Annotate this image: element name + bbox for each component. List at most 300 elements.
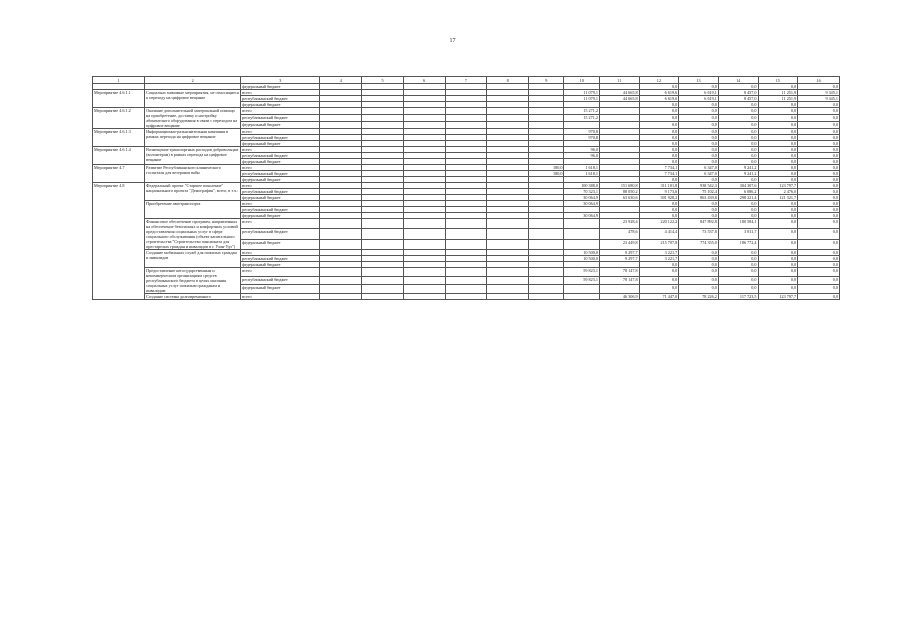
value-cell: 0,0 (679, 201, 719, 207)
value-cell: 847 892,8 (679, 219, 719, 229)
source-cell: федеральный бюджет (241, 84, 320, 90)
value-cell: 0,0 (798, 294, 840, 300)
value-cell (362, 239, 404, 249)
source-cell: всего (241, 129, 320, 135)
header-cell: 16 (798, 77, 840, 84)
value-cell: 938 542,3 (679, 183, 719, 189)
value-cell (403, 285, 445, 294)
value-cell (529, 108, 564, 115)
page-number: 17 (449, 38, 456, 44)
value-cell: 0,0 (639, 213, 679, 219)
value-cell: 0,0 (758, 250, 798, 256)
value-cell (320, 229, 362, 239)
source-cell: республиканский бюджет (241, 171, 320, 177)
value-cell (529, 229, 564, 239)
value-cell: 0,0 (798, 102, 840, 108)
value-cell: 59 823,1 (564, 276, 599, 285)
value-cell: 6 619,1 (679, 90, 719, 96)
value-cell: 0,0 (798, 219, 840, 229)
value-cell: 1 618,1 (564, 165, 599, 171)
value-cell: 0,0 (758, 153, 798, 159)
value-cell: 0,0 (718, 153, 758, 159)
value-cell (362, 122, 404, 129)
value-cell (529, 285, 564, 294)
source-cell: федеральный бюджет (241, 285, 320, 294)
value-cell: 0,0 (639, 135, 679, 141)
value-cell: 0,0 (758, 122, 798, 129)
source-cell: федеральный бюджет (241, 177, 320, 183)
value-cell (487, 115, 529, 122)
value-cell: 15 271,2 (564, 108, 599, 115)
value-cell: 0,0 (798, 239, 840, 249)
value-cell: 0,0 (798, 84, 840, 90)
value-cell (445, 115, 487, 122)
value-cell: 0,0 (718, 135, 758, 141)
value-cell: 0,0 (639, 177, 679, 183)
name-cell: Создание системы долговременного (145, 294, 241, 300)
value-cell: 30 064,9 (564, 201, 599, 207)
value-cell (445, 285, 487, 294)
value-cell: 0,0 (679, 102, 719, 108)
source-cell: всего (241, 294, 320, 300)
value-cell (487, 294, 529, 300)
value-cell: 863 439,8 (679, 195, 719, 201)
source-cell: федеральный бюджет (241, 122, 320, 129)
value-cell: 180,0 (529, 165, 564, 171)
value-cell: 0,0 (758, 219, 798, 229)
value-cell (320, 219, 362, 229)
value-cell: 70 323,1 (564, 189, 599, 195)
value-cell: 11 079,1 (564, 96, 599, 102)
source-cell: всего (241, 147, 320, 153)
value-cell: 0,0 (758, 135, 798, 141)
value-cell: 3 221,7 (639, 256, 679, 262)
value-cell: 0,0 (798, 177, 840, 183)
value-cell: 0,0 (639, 147, 679, 153)
value-cell (362, 285, 404, 294)
value-cell: 0,0 (718, 262, 758, 268)
value-cell: 0,0 (718, 177, 758, 183)
value-cell: 0,0 (639, 129, 679, 135)
value-cell (529, 268, 564, 277)
value-cell: 0,0 (639, 276, 679, 285)
value-cell (529, 122, 564, 129)
value-cell: 0,0 (639, 84, 679, 90)
value-cell: 0,0 (679, 115, 719, 122)
value-cell: 970,8 (564, 129, 599, 135)
value-cell (362, 108, 404, 115)
name-cell: Информационно-разъяснительная кампания в рамках перехода на цифровое вещание (145, 129, 241, 147)
value-cell: 0,0 (718, 129, 758, 135)
value-cell: 78 147,8 (599, 268, 639, 277)
value-cell (320, 122, 362, 129)
value-cell (403, 115, 445, 122)
header-cell: 14 (718, 77, 758, 84)
value-cell: 0,0 (798, 262, 840, 268)
header-cell: 6 (403, 77, 445, 84)
value-cell: 0,0 (679, 250, 719, 256)
value-cell: 0,0 (679, 285, 719, 294)
value-cell: 0,0 (798, 207, 840, 213)
value-cell: 88 050,2 (599, 189, 639, 195)
value-cell: 9 345,1 (798, 96, 840, 102)
value-cell: 6 347,0 (679, 171, 719, 177)
value-cell: 0,0 (639, 285, 679, 294)
value-cell: 11 079,1 (564, 90, 599, 96)
value-cell: 0,0 (758, 177, 798, 183)
value-cell (320, 239, 362, 249)
source-cell: федеральный бюджет (241, 195, 320, 201)
table-body (93, 84, 840, 300)
source-cell: республиканский бюджет (241, 207, 320, 213)
source-cell: республиканский бюджет (241, 256, 320, 262)
value-cell: 0,0 (798, 213, 840, 219)
value-cell: 2 476,0 (758, 189, 798, 195)
value-cell (445, 229, 487, 239)
value-cell (445, 268, 487, 277)
header-cell: 1 (93, 77, 145, 84)
value-cell (403, 294, 445, 300)
value-cell: 304 307,6 (718, 183, 758, 189)
value-cell (529, 115, 564, 122)
value-cell (403, 108, 445, 115)
value-cell: 0,0 (798, 229, 840, 239)
budget-table (92, 76, 840, 300)
value-cell: 0,0 (758, 115, 798, 122)
measure-cell: Мероприятие 4.6.1.2 (93, 108, 145, 129)
value-cell: 0,0 (639, 201, 679, 207)
value-cell (403, 268, 445, 277)
value-cell: 0,0 (758, 147, 798, 153)
value-cell: 0,0 (679, 108, 719, 115)
value-cell (403, 239, 445, 249)
value-cell: 3 811,7 (718, 229, 758, 239)
source-cell: республиканский бюджет (241, 189, 320, 195)
value-cell: 6 086,2 (718, 189, 758, 195)
value-cell (564, 219, 599, 229)
value-cell: 0,0 (758, 256, 798, 262)
value-cell: 0,0 (718, 276, 758, 285)
value-cell (445, 108, 487, 115)
value-cell: 0,0 (758, 129, 798, 135)
value-cell: 123 797,7 (758, 183, 798, 189)
measure-cell: Мероприятие 4.6.1.4 (93, 147, 145, 165)
header-cell: 11 (599, 77, 639, 84)
value-cell (564, 122, 599, 129)
value-cell: 151 680,8 (599, 183, 639, 189)
value-cell: 0,0 (798, 122, 840, 129)
value-cell (529, 276, 564, 285)
value-cell (362, 115, 404, 122)
value-cell: 0,0 (639, 115, 679, 122)
value-cell (564, 294, 599, 300)
header-cell: 12 (639, 77, 679, 84)
value-cell: 23 928,4 (599, 219, 639, 229)
header-cell: 3 (241, 77, 320, 84)
value-cell: 0,0 (639, 262, 679, 268)
measure-cell: Мероприятие 4.8 (93, 183, 145, 300)
value-cell (445, 122, 487, 129)
source-cell: республиканский бюджет (241, 276, 320, 285)
value-cell: 0,0 (679, 177, 719, 183)
value-cell (362, 294, 404, 300)
value-cell: 9 173,6 (639, 189, 679, 195)
value-cell: 0,0 (679, 129, 719, 135)
source-cell: федеральный бюджет (241, 102, 320, 108)
table-row (93, 108, 840, 115)
value-cell (320, 268, 362, 277)
value-cell: 0,0 (798, 129, 840, 135)
value-cell: 0,0 (679, 268, 719, 277)
source-cell: республиканский бюджет (241, 96, 320, 102)
value-cell: 123 797,7 (758, 294, 798, 300)
value-cell: 180,0 (529, 171, 564, 177)
header-cell: 5 (362, 77, 404, 84)
value-cell (403, 229, 445, 239)
value-cell: 0,0 (798, 147, 840, 153)
value-cell: 0,0 (798, 256, 840, 262)
value-cell (487, 219, 529, 229)
source-cell: федеральный бюджет (241, 262, 320, 268)
value-cell: 73 537,8 (679, 229, 719, 239)
source-cell: республиканский бюджет (241, 229, 320, 239)
header-cell: 8 (487, 77, 529, 84)
header-cell: 15 (758, 77, 798, 84)
value-cell: 0,0 (679, 262, 719, 268)
name-cell: Создание мобильных служб для пожилых граждан и инвалидов (145, 250, 241, 268)
value-cell: 4 414,4 (639, 229, 679, 239)
value-cell: 298 221,4 (718, 195, 758, 201)
value-cell: 0,0 (798, 153, 840, 159)
value-cell: 30 064,9 (564, 195, 599, 201)
value-cell: 0,0 (758, 262, 798, 268)
value-cell: 9 297,7 (599, 250, 639, 256)
source-cell: федеральный бюджет (241, 159, 320, 165)
value-cell: 0,0 (758, 141, 798, 147)
source-cell: республиканский бюджет (241, 135, 320, 141)
value-cell (445, 276, 487, 285)
value-cell: 0,0 (718, 159, 758, 165)
value-cell: 0,0 (639, 141, 679, 147)
value-cell: 311 101,8 (639, 183, 679, 189)
value-cell: 0,0 (798, 165, 840, 171)
value-cell (362, 268, 404, 277)
value-cell: 9 241,2 (718, 165, 758, 171)
value-cell: 0,0 (758, 171, 798, 177)
value-cell (487, 268, 529, 277)
value-cell: 0,0 (798, 108, 840, 115)
name-cell: Предоставление негосударственным и некоммерческим организациям средств республиканского бюджета в целях оказания социальных услуг пожилым гражданам и инвалидам (145, 268, 241, 294)
value-cell: 0,0 (798, 195, 840, 201)
value-cell: 0,0 (798, 159, 840, 165)
value-cell: 0,0 (758, 213, 798, 219)
value-cell (487, 122, 529, 129)
value-cell: 7 734,1 (639, 165, 679, 171)
value-cell (487, 108, 529, 115)
value-cell: 180 584,1 (718, 219, 758, 229)
header-cell: 2 (145, 77, 241, 84)
value-cell: 0,0 (758, 165, 798, 171)
value-cell: 0,0 (758, 108, 798, 115)
value-cell: 10 500,0 (564, 250, 599, 256)
value-cell (445, 239, 487, 249)
value-cell: 63 630,6 (599, 195, 639, 201)
value-cell: 774 355,0 (679, 239, 719, 249)
value-cell: 0,0 (718, 115, 758, 122)
value-cell: 0,0 (718, 268, 758, 277)
value-cell (403, 122, 445, 129)
value-cell: 30 064,9 (564, 213, 599, 219)
value-cell: 78 226,2 (679, 294, 719, 300)
value-cell: 0,0 (758, 201, 798, 207)
value-cell (599, 108, 639, 115)
value-cell: 0,0 (718, 122, 758, 129)
value-cell: 0,0 (718, 285, 758, 294)
value-cell: 220 122,2 (639, 219, 679, 229)
value-cell: 0,0 (798, 135, 840, 141)
header-cell: 10 (564, 77, 599, 84)
value-cell: 7 734,1 (639, 171, 679, 177)
header-cell: 7 (445, 77, 487, 84)
name-cell: Возмещение транспортных расходов добровольцам (волонтерам) в рамках перехода на цифровое вещание (145, 147, 241, 165)
value-cell (529, 294, 564, 300)
value-cell (599, 122, 639, 129)
value-cell: 6 619,1 (679, 96, 719, 102)
value-cell: 1 618,1 (564, 171, 599, 177)
source-cell: всего (241, 165, 320, 171)
header-cell: 13 (679, 77, 719, 84)
value-cell: 44 665,8 (599, 96, 639, 102)
value-cell: 0,0 (718, 256, 758, 262)
value-cell: 0,0 (679, 213, 719, 219)
value-cell: 100 388,0 (564, 183, 599, 189)
value-cell (403, 219, 445, 229)
name-cell: Развитие Республиканского клинического госпиталя для ветеранов войн (145, 165, 241, 183)
value-cell: 0,0 (718, 207, 758, 213)
value-cell: 0,0 (679, 207, 719, 213)
value-cell: 0,0 (679, 141, 719, 147)
source-cell: республиканский бюджет (241, 115, 320, 122)
value-cell: 0,0 (718, 213, 758, 219)
value-cell (564, 285, 599, 294)
value-cell (445, 294, 487, 300)
value-cell: 8 457,0 (718, 96, 758, 102)
value-cell: 0,0 (718, 141, 758, 147)
value-cell: 11 251,9 (758, 96, 798, 102)
header-cell: 4 (320, 77, 362, 84)
value-cell: 0,0 (718, 147, 758, 153)
value-cell: 0,0 (679, 147, 719, 153)
value-cell (487, 239, 529, 249)
value-cell: 0,0 (718, 108, 758, 115)
value-cell: 0,0 (798, 268, 840, 277)
source-cell: федеральный бюджет (241, 141, 320, 147)
value-cell: 9 297,7 (599, 256, 639, 262)
value-cell: 0,0 (798, 115, 840, 122)
value-cell (320, 108, 362, 115)
value-cell (487, 285, 529, 294)
source-cell: республиканский бюджет (241, 153, 320, 159)
value-cell: 0,0 (639, 159, 679, 165)
value-cell: 8 457,0 (718, 90, 758, 96)
value-cell (320, 276, 362, 285)
name-cell: Федеральный проект "Старшее поколение" национального проекта "Демография", всего, в т.ч.: (145, 183, 241, 201)
value-cell: 15 271,2 (564, 115, 599, 122)
value-cell: 0,0 (679, 256, 719, 262)
value-cell: 0,0 (679, 84, 719, 90)
value-cell: 0,0 (798, 250, 840, 256)
value-cell (487, 229, 529, 239)
value-cell: 0,0 (798, 285, 840, 294)
value-cell (564, 229, 599, 239)
value-cell (487, 276, 529, 285)
value-cell: 3 221,7 (639, 250, 679, 256)
value-cell: 75 102,4 (679, 189, 719, 195)
value-cell: 0,0 (718, 84, 758, 90)
value-cell (362, 219, 404, 229)
value-cell: 0,0 (639, 207, 679, 213)
value-cell: 0,0 (798, 189, 840, 195)
source-cell: всего (241, 90, 320, 96)
value-cell (320, 285, 362, 294)
value-cell: 0,0 (758, 229, 798, 239)
value-cell: 215 707,8 (639, 239, 679, 249)
value-cell: 10 500,0 (564, 256, 599, 262)
value-cell (599, 115, 639, 122)
value-cell: 0,0 (798, 141, 840, 147)
value-cell: 0,0 (758, 84, 798, 90)
value-cell: 970,8 (564, 135, 599, 141)
value-cell: 117 723,5 (718, 294, 758, 300)
value-cell: 0,0 (758, 159, 798, 165)
value-cell: 9 241,2 (718, 171, 758, 177)
source-cell: всего (241, 268, 320, 277)
value-cell: 0,0 (758, 276, 798, 285)
value-cell (529, 219, 564, 229)
value-cell: 0,0 (718, 102, 758, 108)
value-cell: 9 345,1 (798, 90, 840, 96)
value-cell: 0,0 (718, 250, 758, 256)
value-cell: 0,0 (798, 171, 840, 177)
value-cell: 0,0 (758, 102, 798, 108)
value-cell (599, 285, 639, 294)
value-cell: 96,0 (564, 153, 599, 159)
value-cell: 0,0 (718, 201, 758, 207)
value-cell: 0,0 (798, 183, 840, 189)
value-cell: 186 772,4 (718, 239, 758, 249)
measure-cell: Мероприятие 4.6.1.3 (93, 129, 145, 147)
measure-cell: Мероприятие 4.7 (93, 165, 145, 183)
value-cell: 71 447,0 (639, 294, 679, 300)
source-cell: всего (241, 183, 320, 189)
value-cell (403, 276, 445, 285)
value-cell: 0,0 (639, 153, 679, 159)
name-cell: Социально значимые мероприятия, не относящиеся к переходу на цифровое вещание (145, 90, 241, 108)
source-cell: всего (241, 219, 320, 229)
value-cell: 478,6 (599, 229, 639, 239)
value-cell (529, 239, 564, 249)
value-cell: 0,0 (758, 239, 798, 249)
table-row (93, 219, 840, 229)
value-cell: 59 823,1 (564, 268, 599, 277)
value-cell: 0,0 (758, 285, 798, 294)
value-cell (362, 229, 404, 239)
value-cell: 0,0 (679, 276, 719, 285)
value-cell: 78 147,8 (599, 276, 639, 285)
source-cell: всего (241, 108, 320, 115)
value-cell (320, 294, 362, 300)
value-cell: 0,0 (679, 135, 719, 141)
